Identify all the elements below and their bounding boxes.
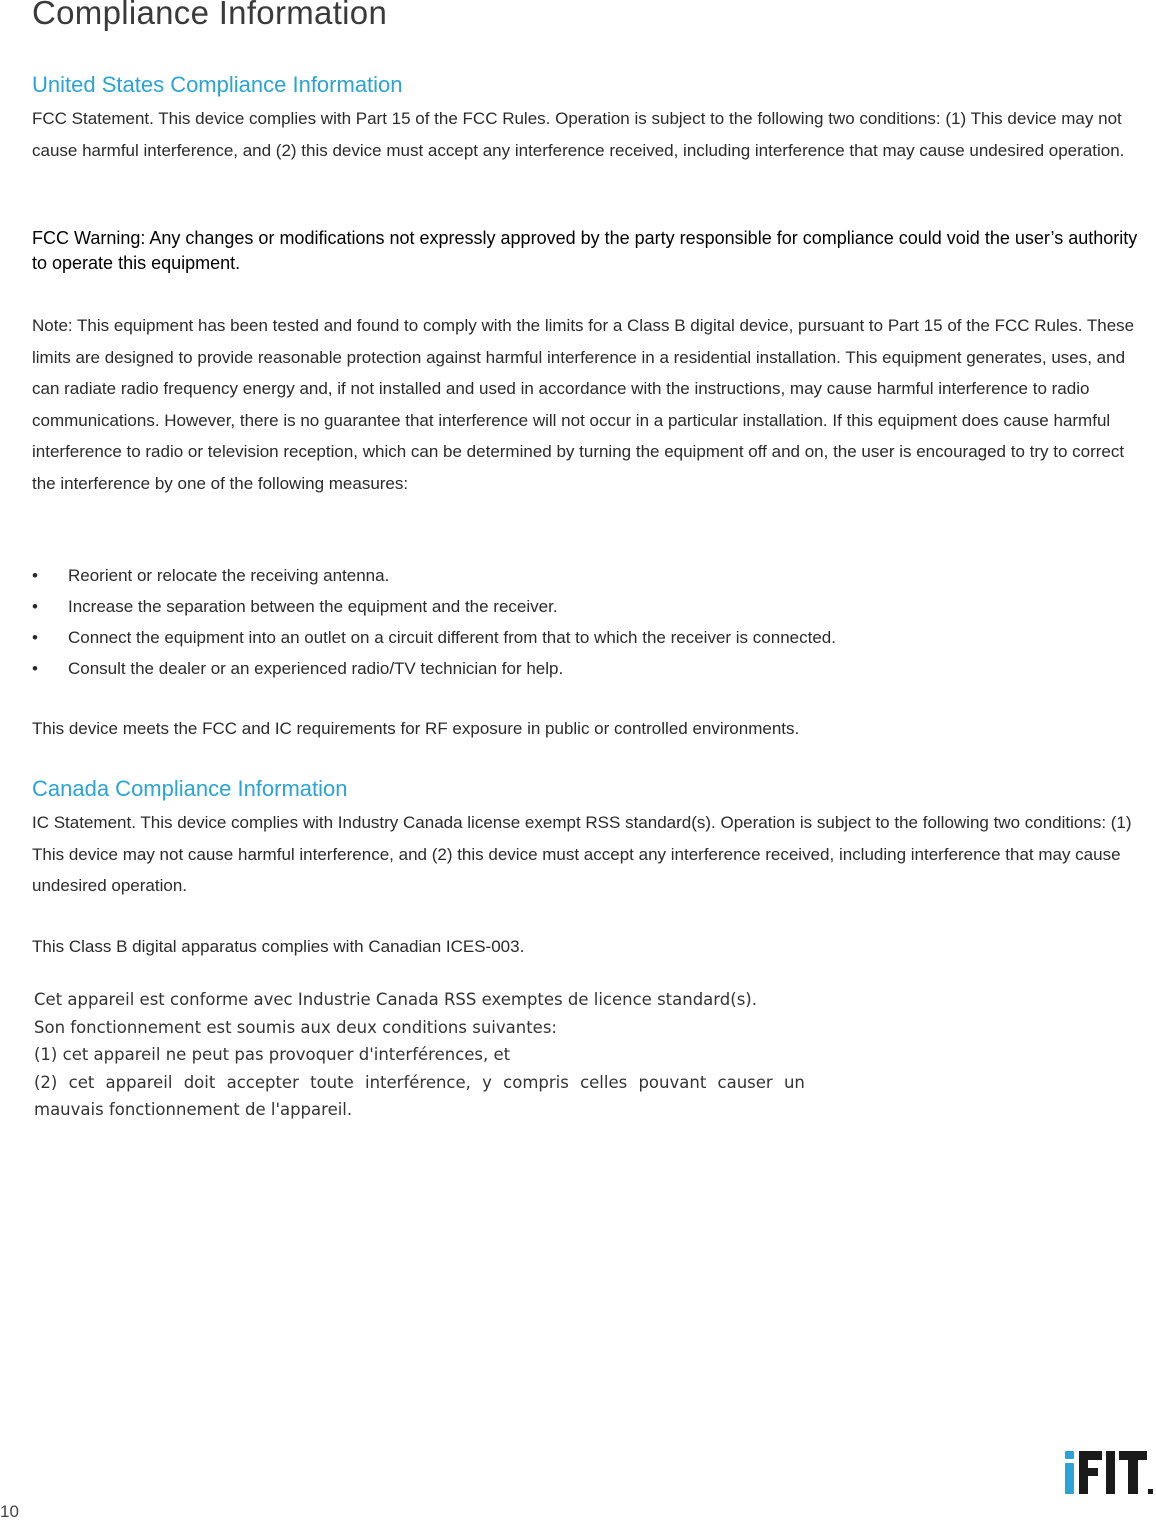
bullet-icon: •: [32, 566, 38, 585]
fcc-note: Note: This equipment has been tested and found to comply with the limits for a Class B digital device, pursuant to Part 15 of the FCC Rules. These limits are designed to provide reasonable protection against harmful interference in a residential installation. This equipment generates, uses, and can radiate radio frequency energy and, if not installed and used in accordance with the instructions, may cause harmful interference to radio communications. However, there is no guarantee that interference will not occur in a particular installation. If this equipment does cause harmful interference to radio or television reception, which can be determined by turning the equipment off and on, the user is encouraged to try to correct the interference by one of the following measures:: [32, 316, 1135, 493]
list-item-text: Consult the dealer or an experienced radio/TV technician for help.: [68, 659, 564, 678]
rf-exposure-statement: This device meets the FCC and IC requirements for RF exposure in public or controlled environments.: [32, 719, 800, 738]
fcc-warning: FCC Warning: Any changes or modifications not expressly approved by the party responsible for compliance could void the user’s authority to operate this equipment.: [32, 228, 1138, 273]
french-line: (1) cet appareil ne peut pas provoquer d'interférences, et: [34, 1045, 511, 1064]
french-line: Cet appareil est conforme avec Industrie Canada RSS exemptes de licence standard(s).: [34, 990, 757, 1009]
canada-compliance-heading: Canada Compliance Information: [32, 776, 348, 801]
list-item-text: Connect the equipment into an outlet on a circuit different from that to which the receiver is connected.: [68, 628, 836, 647]
bullet-icon: •: [32, 628, 38, 647]
us-compliance-heading: United States Compliance Information: [32, 72, 403, 97]
french-ic-statement: [34, 986, 804, 1124]
french-line: (2) cet appareil doit accepter toute interférence, y compris celles pouvant causer un: [34, 1072, 805, 1092]
list-item: [32, 591, 1132, 622]
french-line: mauvais fonctionnement de l'appareil.: [34, 1100, 353, 1119]
list-item: [32, 653, 1132, 684]
french-line: Son fonctionnement est soumis aux deux conditions suivantes:: [34, 1017, 557, 1037]
list-item: [32, 622, 1132, 653]
interference-measures-list: [32, 560, 1132, 684]
ifit-logo-icon: [1062, 1448, 1154, 1498]
list-item-text: Reorient or relocate the receiving antenna.: [68, 566, 390, 585]
page-title: Compliance Information: [32, 0, 388, 31]
page-number: 10: [0, 1502, 19, 1521]
list-item-text: Increase the separation between the equipment and the receiver.: [68, 597, 558, 616]
fcc-statement: FCC Statement. This device complies with Part 15 of the FCC Rules. Operation is subject to the following two conditions: (1) This device may not cause harmful interference, and (2) this device must accept any interference received, including interference that may cause undesired operation.: [32, 109, 1125, 160]
bullet-icon: •: [32, 659, 38, 678]
ices-statement: This Class B digital apparatus complies with Canadian ICES-003.: [32, 937, 525, 956]
bullet-icon: •: [32, 597, 38, 616]
ic-statement: IC Statement. This device complies with Industry Canada license exempt RSS standard(s). Operation is subject to the following two conditions: (1) This device may not cause harmful interference, and (2) this device must accept any interference received, including interference that may cause undesired operation.: [32, 813, 1132, 895]
list-item: [32, 560, 1132, 591]
